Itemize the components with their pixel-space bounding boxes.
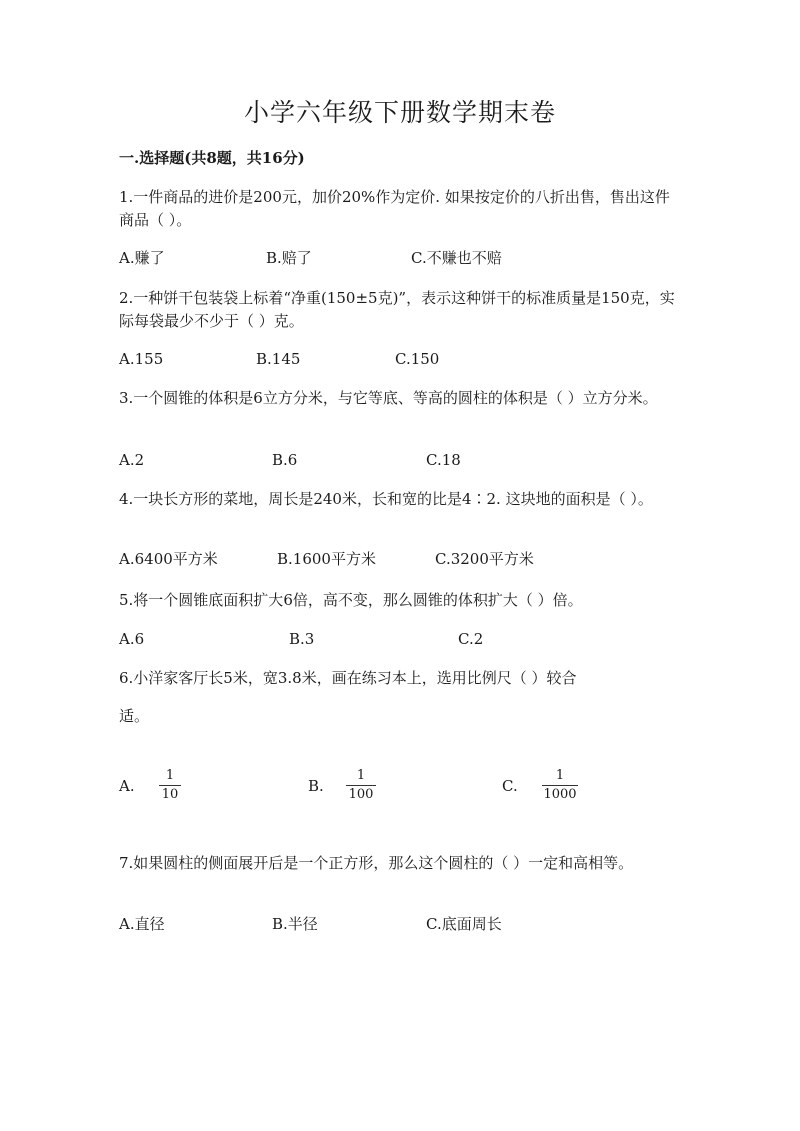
option-c[interactable]: C.18	[426, 451, 461, 469]
option-c[interactable]: C.2	[458, 630, 484, 648]
option-c[interactable]	[502, 768, 602, 808]
option-a[interactable]: A.2	[119, 451, 145, 469]
option-c[interactable]: C.底面周长	[426, 915, 502, 933]
option-a[interactable]: A.6	[119, 630, 145, 648]
option-b[interactable]: B.6	[272, 451, 298, 469]
question-4: 4.一块长方形的菜地，周长是240米，长和宽的比是4∶2. 这块地的面积是（ ）。	[119, 490, 653, 508]
option-b[interactable]: B.145	[256, 350, 301, 368]
denominator: 100	[348, 787, 374, 802]
fraction	[346, 768, 376, 803]
option-a[interactable]: A.155	[119, 350, 164, 368]
question-2: 2.一种饼干包装袋上标着“净重(150±5克)”，表示这种饼干的标准质量是150克，实际每袋最少不少于（ ）克。	[119, 289, 675, 330]
numerator: 1	[356, 768, 366, 783]
option-b[interactable]	[308, 768, 398, 808]
denominator: 10	[161, 787, 179, 802]
option-a[interactable]: A.赚了	[119, 249, 165, 267]
option-a[interactable]: A.直径	[119, 915, 165, 933]
question-7: 7.如果圆柱的侧面展开后是一个正方形，那么这个圆柱的（ ）一定和高相等。	[119, 854, 634, 872]
option-c[interactable]: C.3200平方米	[435, 550, 534, 568]
question-3: 3.一个圆锥的体积是6立方分米，与它等底、等高的圆柱的体积是（ ）立方分米。	[119, 389, 658, 407]
option-c[interactable]: C.150	[395, 350, 440, 368]
option-label: A.	[119, 777, 135, 795]
option-b[interactable]: B.3	[289, 630, 315, 648]
option-b[interactable]: B.半径	[272, 915, 318, 933]
numerator: 1	[165, 768, 175, 783]
question-5: 5.将一个圆锥底面积扩大6倍，高不变，那么圆锥的体积扩大（ ）倍。	[119, 591, 583, 609]
fraction-bar	[159, 785, 181, 786]
fraction-bar	[346, 785, 376, 786]
fraction-bar	[542, 785, 578, 786]
option-b[interactable]: B.赔了	[266, 249, 312, 267]
denominator: 1000	[543, 787, 577, 802]
question-1: 1.一件商品的进价是200元，加价20%作为定价. 如果按定价的八折出售，售出这件商品（ ）。	[119, 188, 670, 229]
page-title: 小学六年级下册数学期末卷	[243, 98, 556, 127]
question-6: 6.小洋家客厅长5米，宽3.8米，画在练习本上，选用比例尺（ ）较合	[119, 669, 577, 687]
option-label: C.	[502, 777, 518, 795]
question-6-continued: 适。	[119, 707, 150, 725]
option-a[interactable]	[119, 768, 199, 808]
option-label: B.	[308, 777, 324, 795]
option-a[interactable]: A.6400平方米	[119, 550, 218, 568]
option-b[interactable]: B.1600平方米	[277, 550, 376, 568]
numerator: 1	[555, 768, 565, 783]
section-heading: 一.选择题(共8题，共16分)	[119, 149, 305, 167]
option-c[interactable]: C.不赚也不赔	[411, 249, 502, 267]
fraction	[542, 768, 578, 803]
fraction	[159, 768, 181, 803]
